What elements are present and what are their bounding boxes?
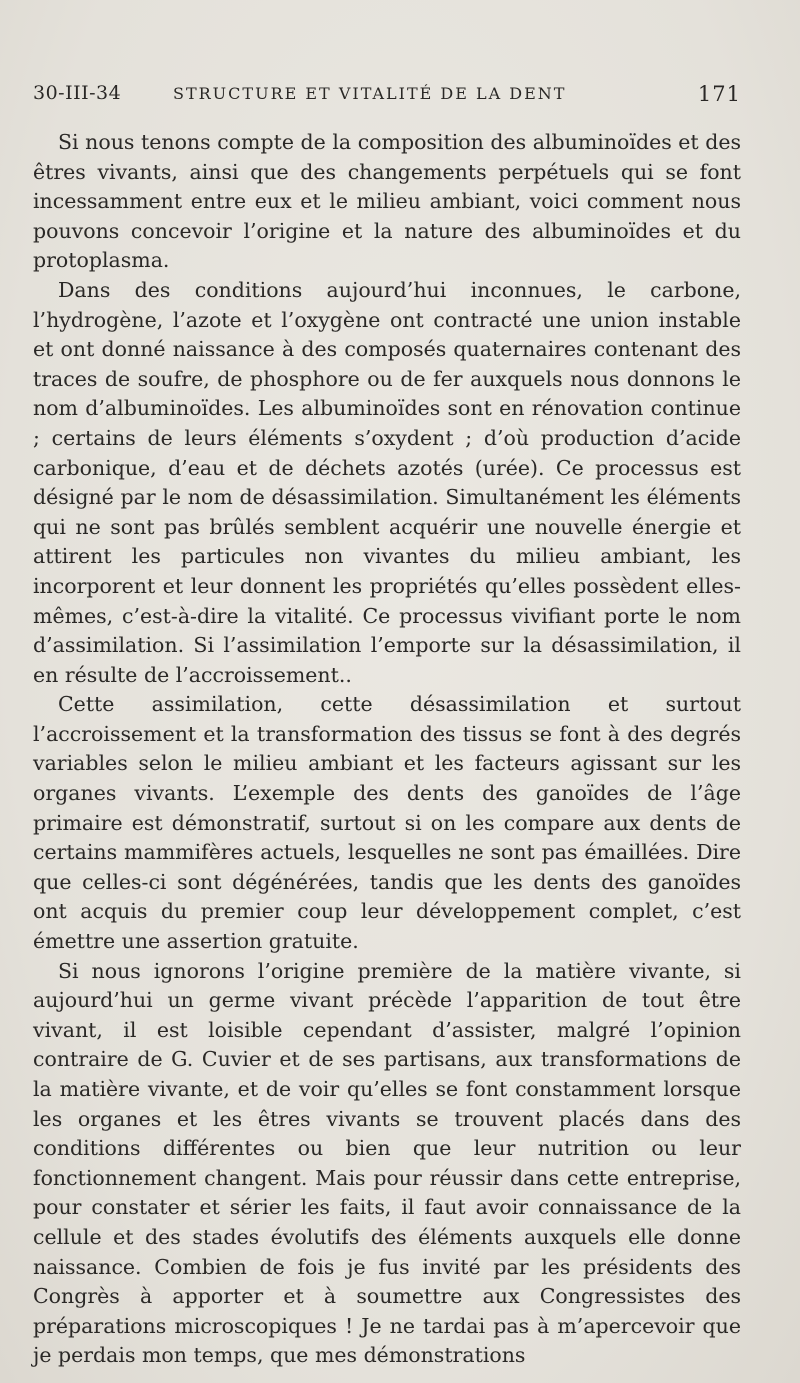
paragraph: Cette assimilation, cette désassimilation et surtout l’accroissement et la transformation des tissus se font à des degrés variables selon le milieu ambiant et les facteurs agissant sur les organes vivants. L’exemple des dents des ganoïdes de l’âge primaire est démonstratif, surtout si on les compare aux dents de certains mammifères actuels, lesquelles ne sont pas émaillées. Dire que celles-ci sont dégénérées, tandis que les dents des ganoïdes ont acquis du premier coup leur développement complet, c’est émettre une assertion gratuite. [33, 692, 741, 954]
page-number: 171 [697, 82, 741, 106]
paragraph: Si nous tenons compte de la composition des albuminoïdes et des êtres vivants, ainsi que des changements perpétuels qui se font incessamment entre eux et le milieu ambiant, voici comment nous pouvons concevoir l’origine et la nature des albuminoïdes et du protoplasma. [33, 130, 741, 273]
running-head [33, 82, 741, 112]
paragraph: Dans des conditions aujourd’hui inconnues, le carbone, l’hydrogène, l’azote et l’oxygène ont contracté une union instable et ont donné naissance à des composés quaternaires contenant des traces de soufre, de phosphore ou de fer auxquels nous donnons le nom d’albuminoïdes. Les albuminoïdes sont en rénovation continue ; certains de leurs éléments s’oxydent ; d’où production d’acide carbonique, d’eau et de déchets azotés (urée). Ce processus est désigné par le nom de désassimilation. Simultanément les éléments qui ne sont pas brûlés semblent acquérir une nouvelle énergie et attirent les particules non vivantes du milieu ambiant, les incorporent et leur donnent les propriétés qu’elles possèdent elles-mêmes, c’est-à-dire la vitalité. Ce processus vivifiant porte le nom d’assimilation. Si l’assimilation l’emporte sur la désassimilation, il en résulte de l’accroissement.. [33, 277, 741, 687]
body-text [33, 128, 741, 1371]
running-title: STRUCTURE ET VITALITÉ DE LA DENT [173, 84, 567, 103]
date-mark: 30-III-34 [33, 82, 122, 104]
paragraph: Si nous ignorons l’origine première de la matière vivante, si aujourd’hui un germe vivant précède l’apparition de tout être vivant, il est loisible cependant d’assister, malgré l’opinion contraire de G. Cuvier et de ses partisans, aux transformations de la matière vivante, et de voir qu’elles se font constamment lorsque les organes et les êtres vivants se trouvent placés dans des conditions différentes ou bien que leur nutrition ou leur fonctionnement changent. Mais pour réussir dans cette entreprise, pour constater et sérier les faits, il faut avoir connaissance de la cellule et des stades évolutifs des éléments auxquels elle donne naissance. Combien de fois je fus invité par les présidents des Congrès à apporter et à soumettre aux Congressistes des préparations microscopiques ! Je ne tardai pas à m’apercevoir que je perdais mon temps, que mes démonstrations [33, 958, 741, 1368]
